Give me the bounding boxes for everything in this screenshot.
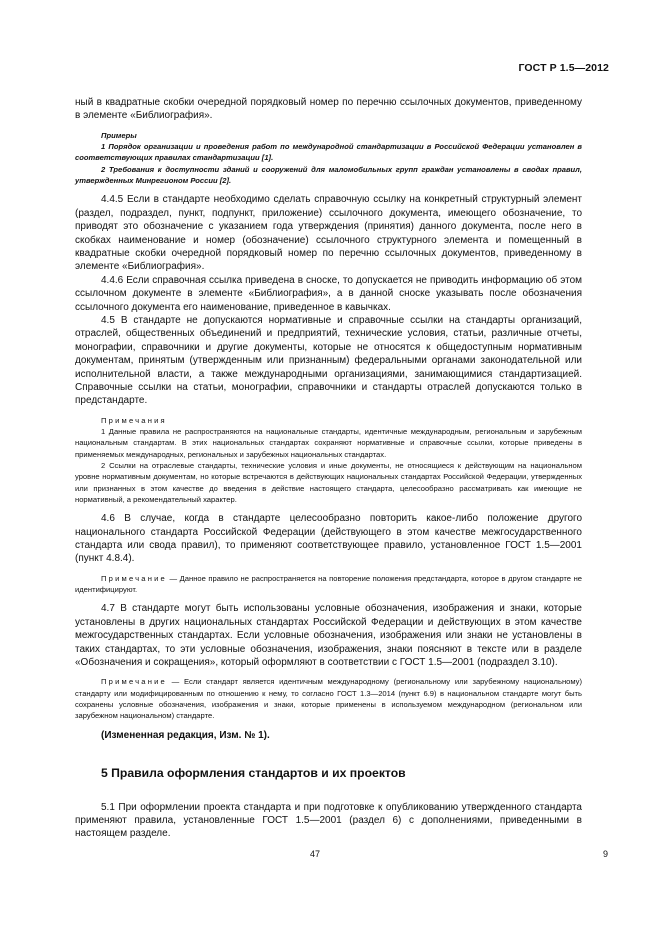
note-text: — Данное правило не распространяется на повторение положения предстандарта, которое в другом стандарте не идентифицируют. [75,573,582,595]
notes-heading: Примечания [101,415,167,425]
paragraph-continuation: ный в квадратные скобки очередной порядковый номер по перечню ссылочных документов, приведенному в элементе «Библиография». [75,97,582,122]
page-number-right: 9 [602,849,608,859]
paragraph-4-6: 4.6 В случае, когда в стандарте целесообразно повторить какое-либо положение другого национального стандарта Российской Федерации (действующего в этом качестве межгосударственного стандарта или свода правил), то применяют соответствующее правило, установленное ГОСТ 1.5—2001 (пункт 4.8.4). [75,513,582,565]
note-2: 2 Ссылки на отраслевые стандарты, технические условия и иные документы, не относящиеся к действующим на национальном уровне нормативным документам, но которые встречаются в действующих национальных стандартах Российской Федерации, утвержденных или признанных в этом качестве до введения в действие настоящего стандарта, целесообразно рассматривать как имеющие не нормативный, а рекомендательный характер. [75,460,582,504]
paragraph-4-5: 4.5 В стандарте не допускаются нормативные и справочные ссылки на стандарты организаций, отраслей, общественных объединений и предприятий, технические условия, статьи, различные отчеты, монографии, справочники и другие документы, которые не относятся к общедоступным нормативным документам, принятым (утвержденным или признанным) федеральными органами законодательной или исполнительной власти, а также международными организациями, занимающимися стандартизацией. Справочные ссылки на статьи, монографии, справочники и стандарты отраслей допускаются только в предстандарте. [75,314,582,407]
note-4-6 [75,573,582,596]
paragraph-4-4-5: 4.4.5 Если в стандарте необходимо сделать справочную ссылку на конкретный структурный элемент (раздел, подраздел, пункт, подпункт, приложение) ссылочного документа, имеющего обозначение, то приводят это обозначение с указанием года утверждения (принятия) данного документа, после него в скобках наименование и номер (обозначение) ссылочного структурного элемента и помещенный в квадратные скобки очередной порядковый номер по перечню ссылочных документов, приведенному в элементе «Библиография». [75,194,582,273]
paragraph-4-4-6: 4.4.6 Если справочная ссылка приведена в сноске, то допускается не приводить информацию об этом ссылочном документе в элементе «Библиография», а в данной сноске указывать после обозначения ссылочного документа его наименование, приведенное в кавычках. [75,274,582,313]
examples-heading: Примеры [101,130,137,140]
note-4-7 [75,676,582,721]
note-1: 1 Данные правила не распространяются на национальные стандарты, идентичные международным, региональным и зарубежным национальным стандартам. В этих национальных стандартах сохраняют нормативные и справочные ссылки, которые приведены в применяемых международных, региональных и зарубежных национальных стандартах. [75,427,582,459]
page-number-center: 47 [310,849,321,859]
note-text: — Если стандарт является идентичным международному (региональному или зарубежному национальному) стандарту или модифицированным по отношению к нему, то согласно ГОСТ 1.3—2014 (пункт 6.9) в национальном стандарте могут быть сохранены условные обозначения, изображения и знаки, которые применены в используемом международном (региональном или зарубежном национальном) стандарте. [75,677,582,721]
section-5-title: 5 Правила оформления стандартов и их проектов [101,765,406,780]
page-content [75,96,582,841]
revised-edition-note: (Измененная редакция, Изм. № 1). [101,729,270,741]
paragraph-5-1: 5.1 При оформлении проекта стандарта и при подготовке к опубликованию утвержденного стандарта применяют правила, установленные ГОСТ 1.5—2001 (раздел 6) с дополнениями, приведенными в настоящем разделе. [75,801,582,840]
example-2: 2 Требования к доступности зданий и сооружений для маломобильных групп граждан установлены в сводах правил, утвержденных Минрегионом России [2]. [75,164,582,185]
note-label: Примечание [101,573,167,583]
paragraph-4-7: 4.7 В стандарте могут быть использованы условные обозначения, изображения и знаки, которые установлены в других национальных стандартах Российской Федерации и действующих в этом качестве межгосударственных стандартах. Если условные обозначения, изображения или знаки не установлены в таких стандартах, то эти условные обозначения, изображения, знаки поясняют в тексте или в разделе «Обозначения и сокращения», который оформляют в соответствии с ГОСТ 1.5—2001 (подраздел 3.10). [75,603,582,669]
note-label: Примечание [101,677,167,687]
standard-code-header: ГОСТ Р 1.5—2012 [518,62,609,74]
example-1: 1 Порядок организации и проведения работ по международной стандартизации в Российской Федерации установлен в соответствующих правилах стандартизации [1]. [75,142,582,163]
